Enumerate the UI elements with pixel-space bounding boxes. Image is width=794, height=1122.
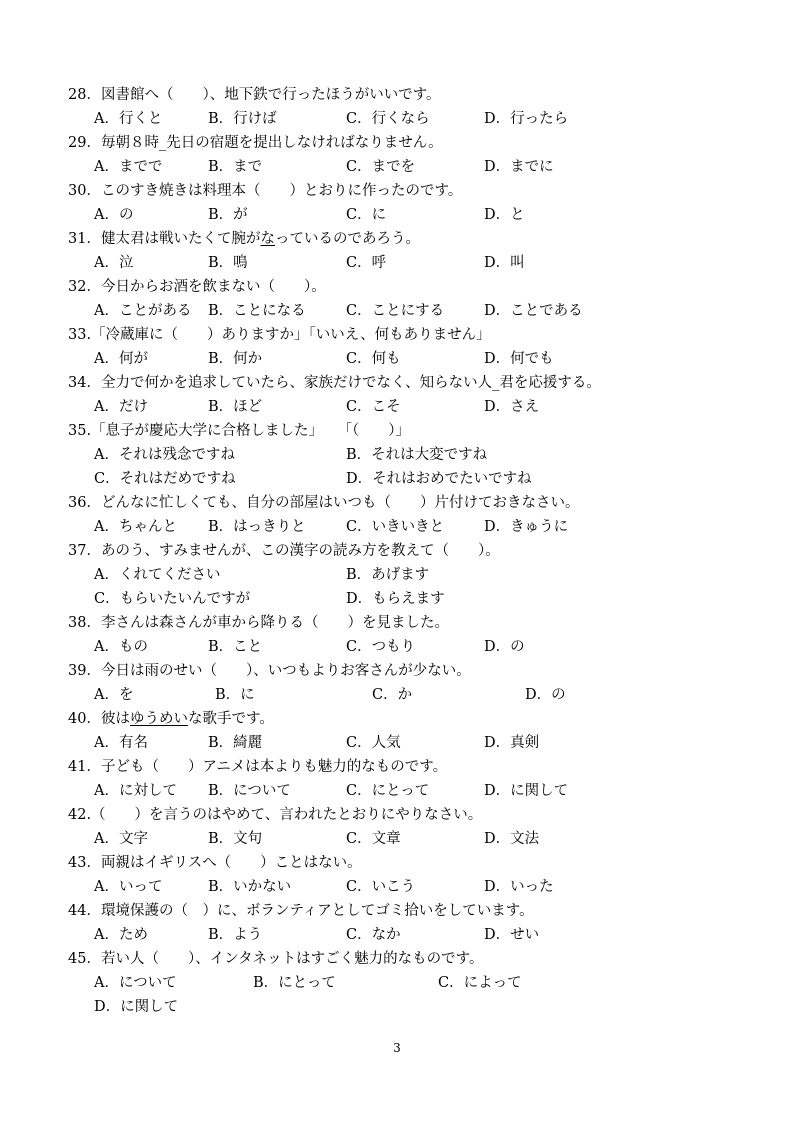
question-43-option-d: D．いった [484, 879, 554, 895]
stem-text: 31．健太君は戦いたくて腕が [68, 231, 261, 247]
question-44-option-a: A．ため [94, 927, 148, 943]
question-30-option-d: D．と [484, 207, 525, 223]
question-39-option-d: D．の [525, 687, 566, 703]
question-36-stem [68, 492, 579, 514]
question-41-option-d: D．に関して [484, 783, 569, 799]
page-number: 3 [393, 1041, 401, 1055]
stem-text: 38．李さんは森さんが車から降りる（ ）を見ました。 [68, 615, 449, 631]
question-34-option-b: B．ほど [208, 399, 263, 415]
question-44-option-b: B．よう [208, 927, 263, 943]
question-28-option-b: B．行けば [208, 111, 277, 127]
question-35-option-b: B．それは大変ですね [346, 447, 488, 463]
question-39-stem [68, 660, 471, 682]
question-44-option-d: D．せい [484, 927, 540, 943]
question-44-stem [68, 900, 534, 922]
question-31-option-d: D．叫 [484, 255, 525, 271]
question-36-option-c: C．いきいきと [346, 519, 445, 535]
question-32-option-d: D．ことである [484, 303, 583, 319]
question-38-option-d: D．の [484, 639, 525, 655]
question-29-option-b: B．まで [208, 159, 263, 175]
question-45-stem [68, 948, 483, 970]
question-42-option-d: D．文法 [484, 831, 540, 847]
underlined-word: ゆうめい [129, 711, 188, 727]
stem-text: 30．このすき焼きは料理本（ ）とおりに作ったのです。 [68, 183, 463, 199]
question-41-stem [68, 756, 447, 778]
question-42-option-b: B．文句 [208, 831, 263, 847]
question-39-option-b: B．に [215, 687, 255, 703]
question-30-option-a: A．の [94, 207, 134, 223]
question-37-option-a: A．くれてください [94, 567, 221, 583]
question-30-stem [68, 180, 462, 202]
question-36-option-b: B．はっきりと [208, 519, 306, 535]
question-33-option-a: A．何が [94, 351, 148, 367]
question-33-option-c: C．何も [346, 351, 401, 367]
question-29-option-d: D．までに [484, 159, 554, 175]
question-37-stem [68, 540, 500, 562]
question-37-option-c: C．もらいたいんですが [94, 591, 251, 607]
stem-text: 36．どんなに忙しくても、自分の部屋はいつも（ ）片付けておきなさい。 [68, 495, 580, 511]
question-32-stem [68, 276, 326, 298]
question-37-option-b: B．あげます [346, 567, 430, 583]
question-42-option-a: A．文字 [94, 831, 148, 847]
question-32-option-a: A．ことがある [94, 303, 192, 319]
question-34-option-a: A．だけ [94, 399, 148, 415]
question-43-option-c: C．いこう [346, 879, 416, 895]
question-41-option-b: B．について [208, 783, 291, 799]
stem-text: 29．毎朝８時_先日の宿題を提出しなければなりません。 [68, 135, 443, 151]
question-32-option-b: B．ことになる [208, 303, 306, 319]
question-40-option-d: D．真剣 [484, 735, 540, 751]
stem-text: 33.「冷蔵庫に（ ）ありますか」「いいえ、何もありません」 [68, 327, 491, 343]
question-35-stem [68, 420, 410, 442]
question-30-option-c: C．に [346, 207, 387, 223]
question-28-option-a: A．行くと [94, 111, 163, 127]
stem-text: 44．環境保護の（ ）に、ボランティアとしてゴミ拾いをしています。 [68, 903, 534, 919]
stem-text: 28．図書館へ（ ）、地下鉄で行ったほうがいいです。 [68, 87, 441, 103]
question-39-option-c: C．か [372, 687, 413, 703]
question-40-option-c: C．人気 [346, 735, 401, 751]
stem-text: 37．あのう、すみませんが、この漢字の読み方を教えて（ ）。 [68, 543, 500, 559]
stem-text: 34．全力で何かを追求していたら、家族だけでなく、知らない人_君を応援する。 [68, 375, 601, 391]
question-31-option-c: C．呼 [346, 255, 387, 271]
stem-text: 39．今日は雨のせい（ ）、いつもよりお客さんが少ない。 [68, 663, 471, 679]
stem-text: 42.（ ）を言うのはやめて、言われたとおりにやりなさい。 [68, 807, 483, 823]
question-36-option-d: D．きゅうに [484, 519, 569, 535]
question-28-option-d: D．行ったら [484, 111, 569, 127]
question-28-option-c: C．行くなら [346, 111, 430, 127]
stem-text: 45．若い人（ ）、インタネットはすごく魅力的なものです。 [68, 951, 484, 967]
question-41-option-c: C．にとって [346, 783, 430, 799]
question-35-option-d: D．それはおめでたいですね [346, 471, 532, 487]
question-30-option-b: B．が [208, 207, 248, 223]
stem-text: 35.「息子が慶応大学に合格しました」 「（ ）」 [68, 423, 411, 439]
question-40-stem [68, 708, 274, 730]
stem-text: っているのであろう。 [274, 231, 420, 247]
question-28-stem [68, 84, 441, 106]
question-38-option-b: B．こと [208, 639, 263, 655]
question-31-option-a: A．泣 [94, 255, 134, 271]
question-34-option-d: D．さえ [484, 399, 540, 415]
stem-text: 41．子ども（ ）アニメは本よりも魅力的なものです。 [68, 759, 448, 775]
question-31-stem [68, 228, 420, 250]
question-40-option-b: B．綺麗 [208, 735, 263, 751]
question-43-option-b: B．いかない [208, 879, 292, 895]
question-35-option-a: A．それは残念ですね [94, 447, 235, 463]
question-29-stem [68, 132, 443, 154]
question-44-option-c: C．なか [346, 927, 401, 943]
question-35-option-c: C．それはだめですね [94, 471, 236, 487]
stem-text: な歌手です。 [187, 711, 274, 727]
underlined-word: な [260, 231, 275, 247]
question-42-stem [68, 804, 482, 826]
question-45-option-a: A．について [94, 975, 177, 991]
question-33-option-b: B．何か [208, 351, 263, 367]
question-38-stem [68, 612, 449, 634]
question-41-option-a: A．に対して [94, 783, 177, 799]
question-45-option-d: D．に関して [94, 999, 179, 1015]
question-42-option-c: C．文章 [346, 831, 401, 847]
question-40-option-a: A．有名 [94, 735, 148, 751]
stem-text: 40．彼は [68, 711, 130, 727]
question-29-option-c: C．までを [346, 159, 416, 175]
question-45-option-c: C．によって [438, 975, 522, 991]
question-39-option-a: A．を [94, 687, 134, 703]
question-34-option-c: C．こそ [346, 399, 401, 415]
stem-text: 32．今日からお酒を飲まない（ ）。 [68, 279, 326, 295]
question-38-option-c: C．つもり [346, 639, 416, 655]
question-36-option-a: A．ちゃんと [94, 519, 177, 535]
question-33-option-d: D．何でも [484, 351, 554, 367]
question-33-stem [68, 324, 491, 346]
question-29-option-a: A．までで [94, 159, 163, 175]
question-45-option-b: B．にとって [253, 975, 336, 991]
question-38-option-a: A．もの [94, 639, 148, 655]
question-43-option-a: A．いって [94, 879, 163, 895]
question-32-option-c: C．ことにする [346, 303, 445, 319]
question-34-stem [68, 372, 601, 394]
question-43-stem [68, 852, 362, 874]
question-31-option-b: B．鳴 [208, 255, 248, 271]
stem-text: 43．両親はイギリスへ（ ）ことはない。 [68, 855, 362, 871]
question-37-option-d: D．もらえます [346, 591, 445, 607]
